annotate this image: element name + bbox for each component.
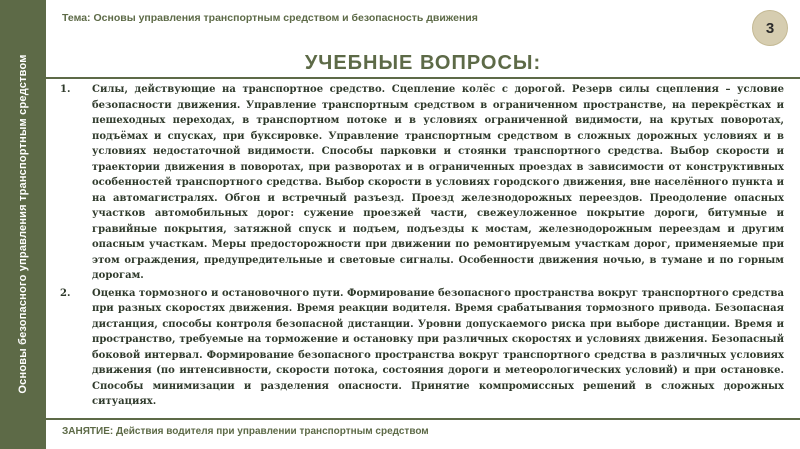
list-item-text: Силы, действующие на транспортное средство. Сцепление колёс с дорогой. Резерв силы сцепления – условие безопасности движения. Управление транспортным средством в ограниченном пространстве, на перекрёстках и пешеходных переходах, в транспортном потоке и в условиях ограниченной видимости, на крутых поворотах, подъёмах и спусках, при буксировке. Управление транспортным средством в сложных дорожных условиях и в условиях недостаточной видимости. Способы парковки и стоянки транспортного средства. Выбор скорости и траектории движения в поворотах, при разворотах и в ограниченных проездах в зависимости от конструктивных особенностей транспортного средства. Выбор скорости в условиях городского движения, вне населённого пункта и на автомагистралях. Обгон и встречный разъезд. Проезд железнодорожных переездов. Преодоление опасных участков автомобильных дорог: сужение проезжей части, свежеуложенное покрытие дороги, битумные и гравийные покрытия, затяжной спуск и подъем, подъезды к мостам, железнодорожным переездам и другим опасным участкам. Меры предосторожности при движении по ремонтируемым участкам дорог, применяемые при этом ограждения, предупредительные и световые сигналы. Особенности движения ночью, в тумане и по горным дорогам. [92, 84, 784, 281]
page-title: УЧЕБНЫЕ ВОПРОСЫ: [304, 52, 542, 74]
list-item [60, 82, 784, 284]
footer-divider [46, 418, 800, 420]
list-item-number: 2. [60, 287, 71, 299]
questions-list [60, 82, 784, 412]
sidebar-title: Основы безопасного управления транспортным средством [17, 54, 29, 394]
title-divider [46, 77, 800, 79]
list-item [60, 286, 784, 410]
topic-header: Тема: Основы управления транспортным средством и безопасность движения [62, 12, 478, 24]
slide-number-badge: 3 [752, 10, 788, 46]
list-item-text: Оценка тормозного и остановочного пути. Формирование безопасного пространства вокруг транспортного средства при разных скоростях движения. Время реакции водителя. Время срабатывания тормозного привода. Безопасная дистанция, способы контроля безопасной дистанции. Уровни допускаемого риска при выборе дистанции. Время и пространство, требуемые на торможение и остановку при различных скоростях и условиях движения. Безопасный боковой интервал. Формирование безопасного пространства вокруг транспортного средства в различных условиях движения (по интенсивности, скорости потока, состояния дороги и метеорологических условий) и при остановке. Способы минимизации и разделения опасности. Принятие компромиссных решений в сложных дорожных ситуациях. [92, 287, 784, 407]
lesson-footer: ЗАНЯТИЕ: Действия водителя при управлении транспортным средством [62, 426, 429, 437]
list-item-number: 1. [60, 84, 71, 95]
